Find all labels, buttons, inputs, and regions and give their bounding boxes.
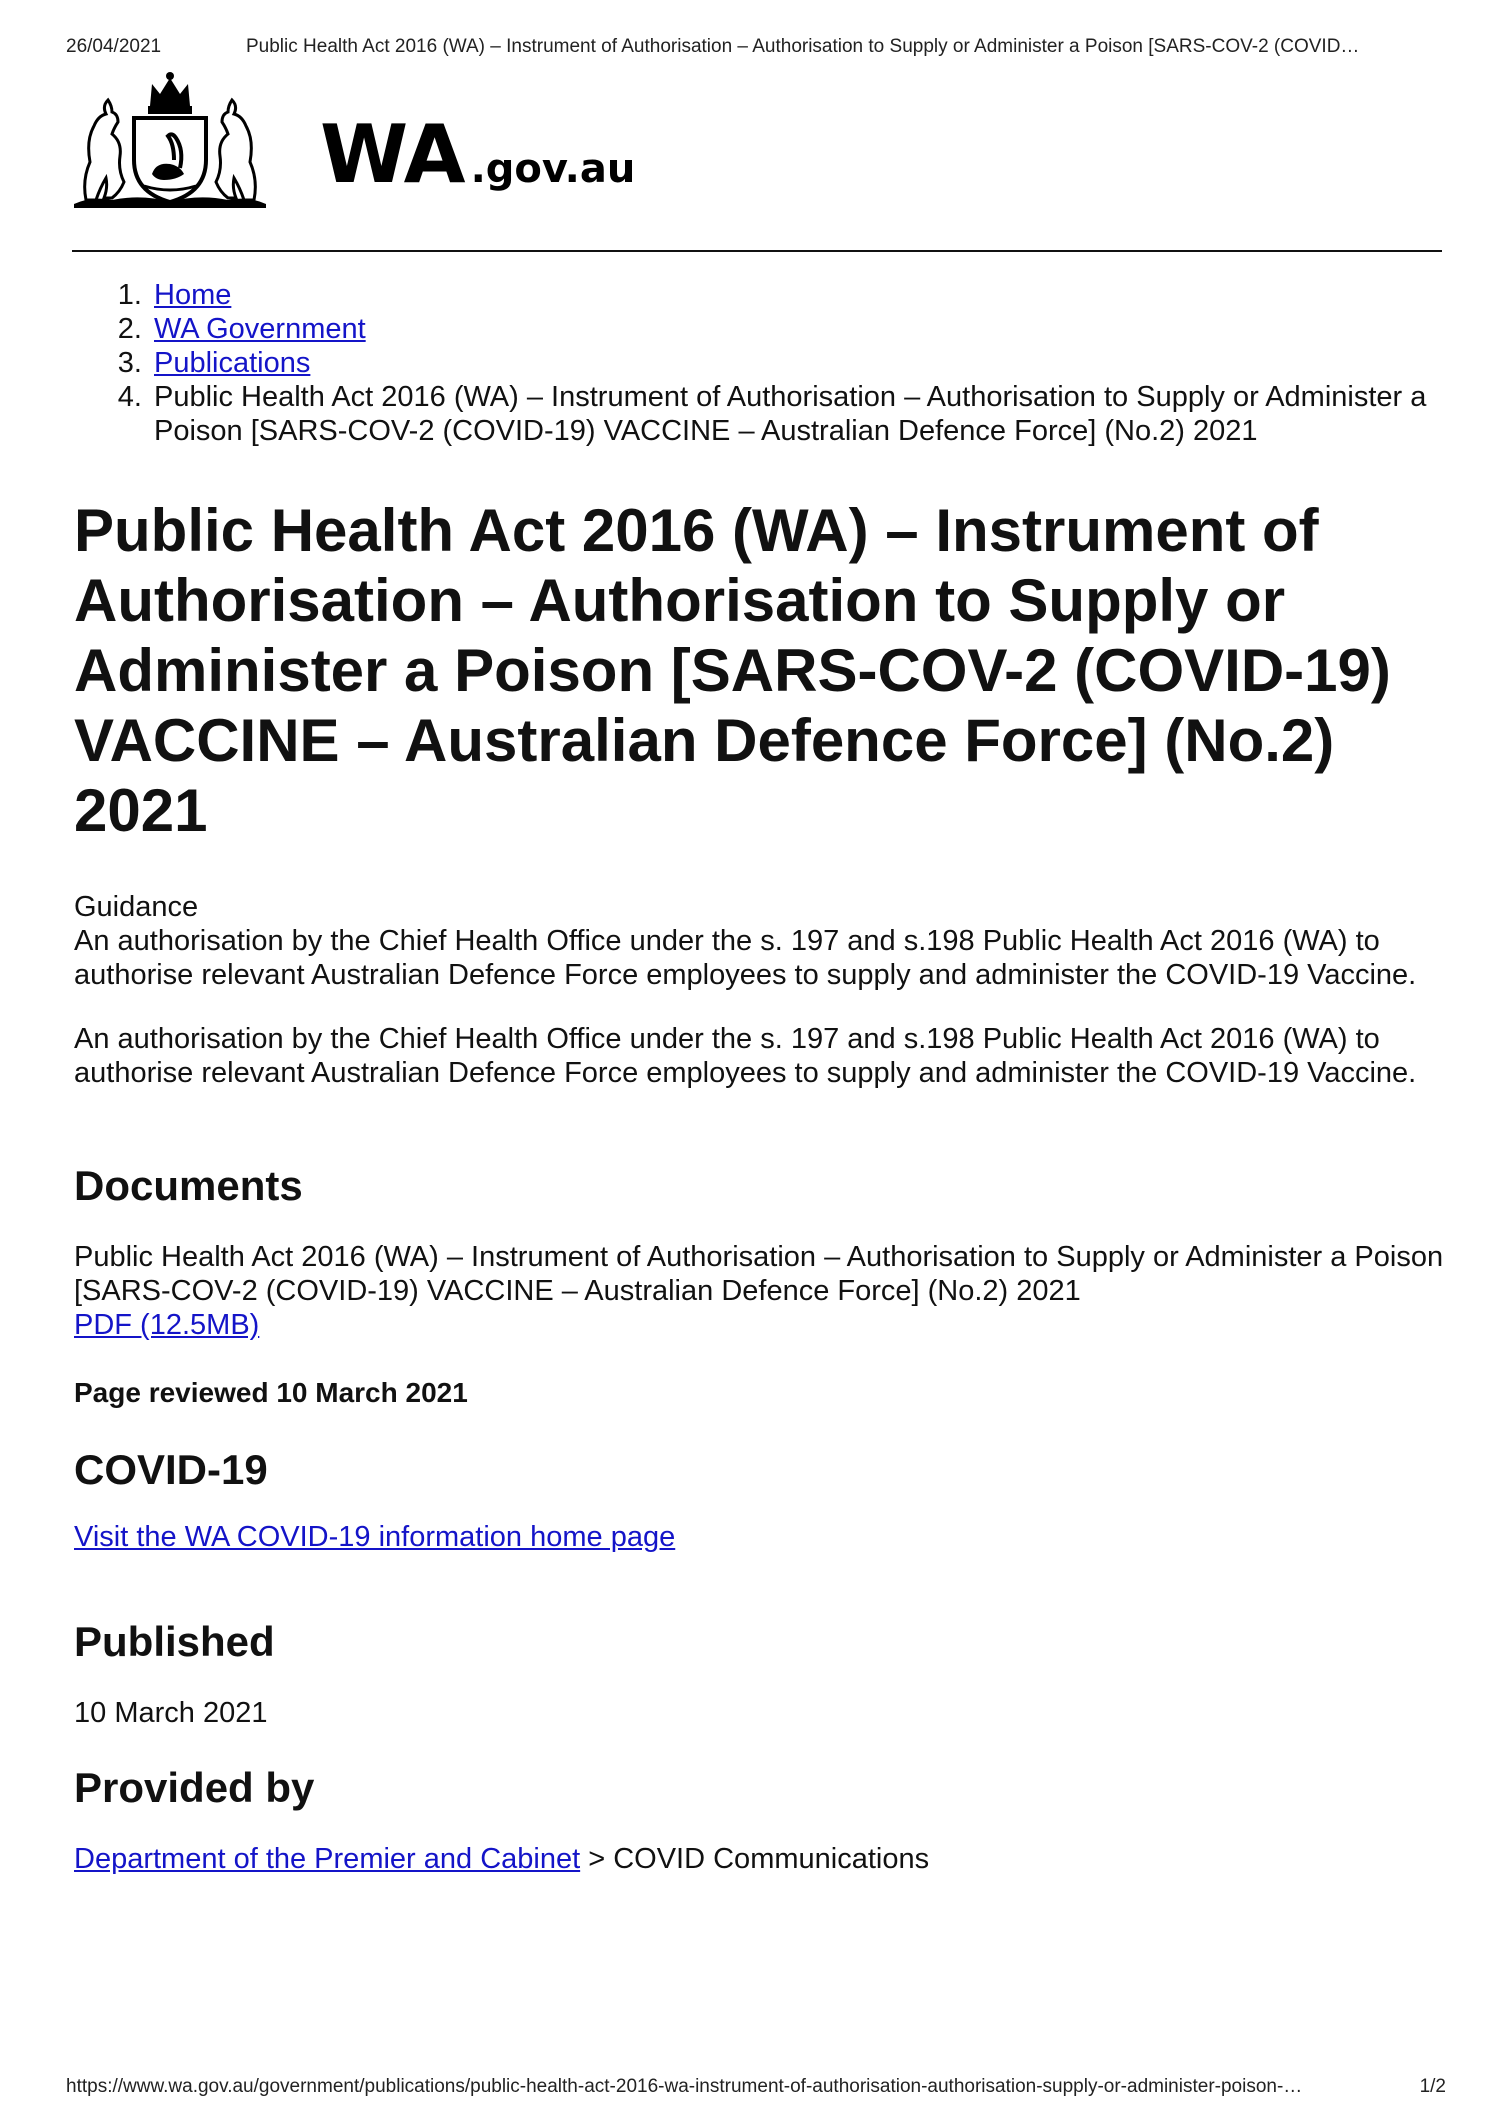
main-content <box>74 278 1446 1876</box>
guidance-text: An authorisation by the Chief Health Office under the s. 197 and s.198 Public Health Act 2016 (WA) to authorise relevant Australian Defence Force employees to supply and administer the COVID-19 Vaccine. <box>74 925 1417 991</box>
print-date: 26/04/2021 <box>66 36 162 57</box>
print-footer <box>66 2076 1446 2098</box>
department-link[interactable]: Department of the Premier and Cabinet <box>74 1843 581 1875</box>
header-divider <box>72 250 1442 252</box>
breadcrumb-item-publications <box>150 346 1446 380</box>
provided-by-heading: Provided by <box>74 1764 315 1811</box>
wa-gov-wordmark[interactable] <box>320 108 635 201</box>
print-header <box>66 36 1446 58</box>
coat-of-arms-icon <box>72 70 268 212</box>
covid-info-link[interactable]: Visit the WA COVID-19 information home page <box>74 1521 676 1553</box>
provided-by-section <box>74 1764 1446 1876</box>
published-section <box>74 1618 1446 1730</box>
provided-by-separator: > <box>588 1843 606 1875</box>
site-header <box>72 70 1442 210</box>
breadcrumb-link-home[interactable]: Home <box>154 279 232 311</box>
guidance-description: An authorisation by the Chief Health Office under the s. 197 and s.198 Public Health Act 2016 (WA) to authorise relevant Australian Defence Force employees to supply and administer the COVID-19 Vaccine. <box>74 1023 1417 1089</box>
provided-by-unit: COVID Communications <box>613 1843 930 1875</box>
breadcrumb <box>74 278 1446 448</box>
published-date: 10 March 2021 <box>74 1697 268 1729</box>
breadcrumb-link-publications[interactable]: Publications <box>154 347 311 379</box>
published-heading: Published <box>74 1618 275 1665</box>
guidance-section <box>74 890 1446 1090</box>
document-title: Public Health Act 2016 (WA) – Instrument of Authorisation – Authorisation to Supply or Administer a Poison [SARS-COV-2 (COVID-19) VACCINE – Australian Defence Force] (No.2) 2021 <box>74 1241 1444 1307</box>
breadcrumb-item-wa-government <box>150 312 1446 346</box>
breadcrumb-item-current: 4. Public Health Act 2016 (WA) – Instrument of Authorisation – Authorisation to Supply or Administer a Poison [SARS-COV-2 (COVID-19) VACCINE – Australian Defence Force] (No.2) 2021 <box>150 380 1446 448</box>
documents-section <box>74 1162 1446 1342</box>
breadcrumb-item-home <box>150 278 1446 312</box>
print-url: https://www.wa.gov.au/government/publications/public-health-act-2016-wa-instrument-of-authorisation-authorisation-supply-or-administer-poison-… <box>66 2076 1303 2097</box>
guidance-label: Guidance <box>74 891 199 923</box>
print-title: Public Health Act 2016 (WA) – Instrument of Authorisation – Authorisation to Supply or Administer a Poison [SARS-COV-2 (COVID… <box>246 36 1360 57</box>
wordmark-main: WA <box>320 108 465 201</box>
document-pdf-link[interactable]: PDF (12.5MB) <box>74 1309 260 1341</box>
covid-heading: COVID-19 <box>74 1446 268 1493</box>
wordmark-suffix: .gov.au <box>470 146 636 192</box>
documents-heading: Documents <box>74 1162 303 1209</box>
page-title: Public Health Act 2016 (WA) – Instrument of Authorisation – Authorisation to Supply or Administer a Poison [SARS-COV-2 (COVID-19) VACCINE – Australian Defence Force] (No.2) 2021 <box>74 497 1391 844</box>
breadcrumb-link-wa-government[interactable]: WA Government <box>154 313 366 345</box>
page-reviewed: Page reviewed 10 March 2021 <box>74 1377 468 1408</box>
covid-section <box>74 1446 1446 1554</box>
print-page-number: 1/2 <box>1419 2076 1446 2097</box>
